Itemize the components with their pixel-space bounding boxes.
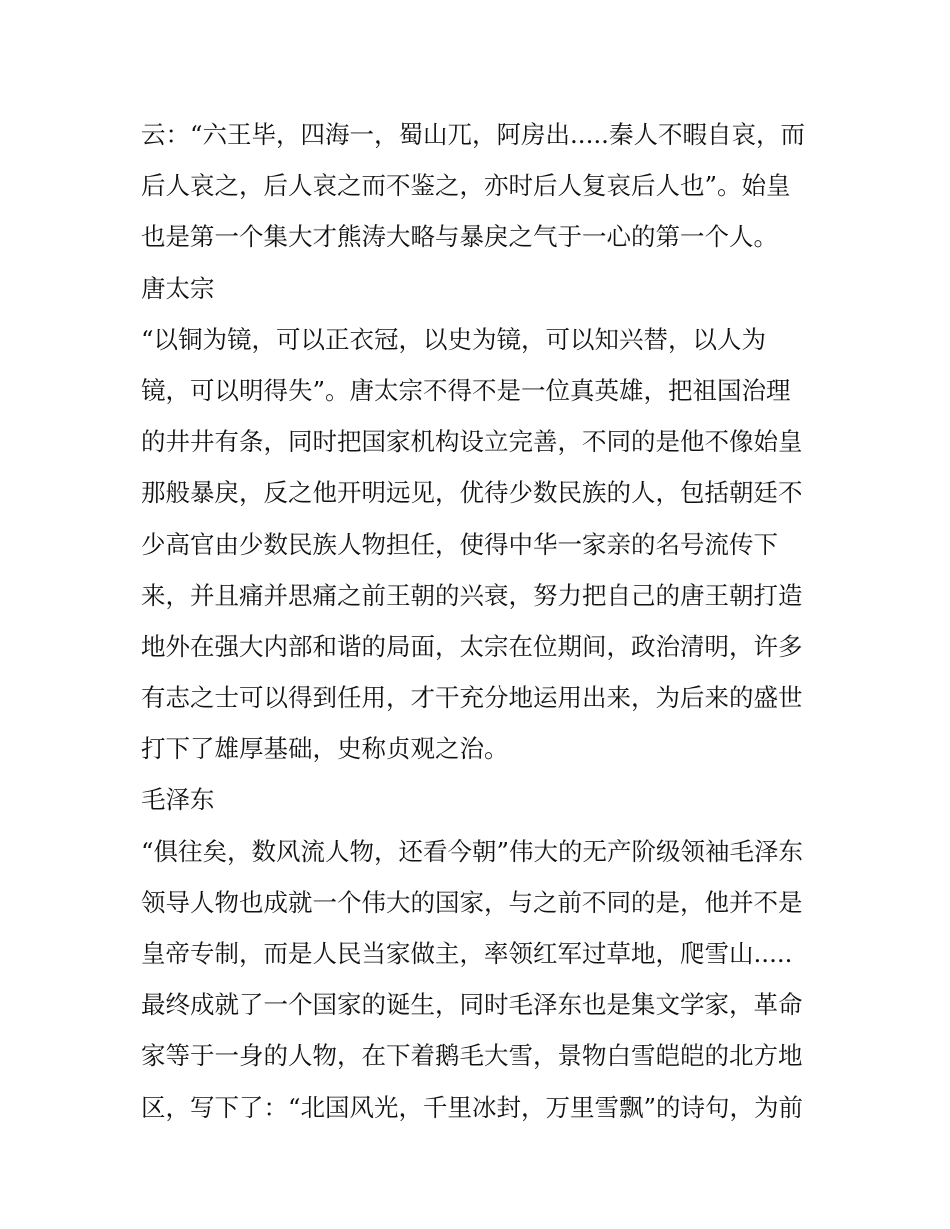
text-line: 也是第一个集大才熊涛大略与暴戾之气于一心的第一个人。	[141, 222, 778, 252]
text-line: 少高官由少数民族人物担任，使得中华一家亲的名号流传下	[141, 529, 778, 559]
text-line: 领导人物也成就一个伟大的国家，与之前不同的是，他并不是	[141, 887, 803, 917]
text-line: 云：“六王毕，四海一，蜀山兀，阿房出.....秦人不暇自哀，而	[141, 120, 805, 149]
text-line: 区，写下了：“北国风光，千里冰封，万里雪飘”的诗句，为前	[141, 1092, 804, 1122]
text-line: 有志之士可以得到任用，才干充分地运用出来，为后来的盛世	[141, 683, 803, 713]
section-heading-tang-taizong: 唐太宗	[141, 273, 215, 303]
text-line: 来，并且痛并思痛之前王朝的兴衰，努力把自己的唐王朝打造	[141, 580, 803, 610]
text-line: 最终成就了一个国家的诞生，同时毛泽东也是集文学家，革命	[141, 990, 803, 1020]
text-line: 的井井有条，同时把国家机构设立完善，不同的是他不像始皇	[141, 427, 803, 457]
text-line: 打下了雄厚基础，史称贞观之治。	[141, 734, 509, 764]
text-line: 后人哀之，后人哀之而不鉴之，亦时后人复哀后人也”。始皇	[141, 171, 791, 201]
text-line: 地外在强大内部和谐的局面，太宗在位期间，政治清明，许多	[141, 631, 803, 661]
section-heading-mao-zedong: 毛泽东	[141, 785, 215, 815]
text-line: 那般暴戾，反之他开明远见，优待少数民族的人，包括朝廷不	[141, 478, 803, 508]
text-line: “俱往矣，数风流人物，还看今朝”伟大的无产阶级领袖毛泽东	[141, 836, 804, 866]
text-line: 皇帝专制，而是人民当家做主，率领红军过草地，爬雪山.....	[141, 939, 793, 968]
text-line: “以铜为镜，可以正衣冠，以史为镜，可以知兴替，以人为	[141, 324, 767, 354]
document-body	[141, 109, 821, 1133]
text-line: 家等于一身的人物，在下着鹅毛大雪，景物白雪皑皑的北方地	[141, 1041, 803, 1071]
text-line: 镜，可以明得失”。唐太宗不得不是一位真英雄，把祖国治理	[141, 375, 791, 405]
